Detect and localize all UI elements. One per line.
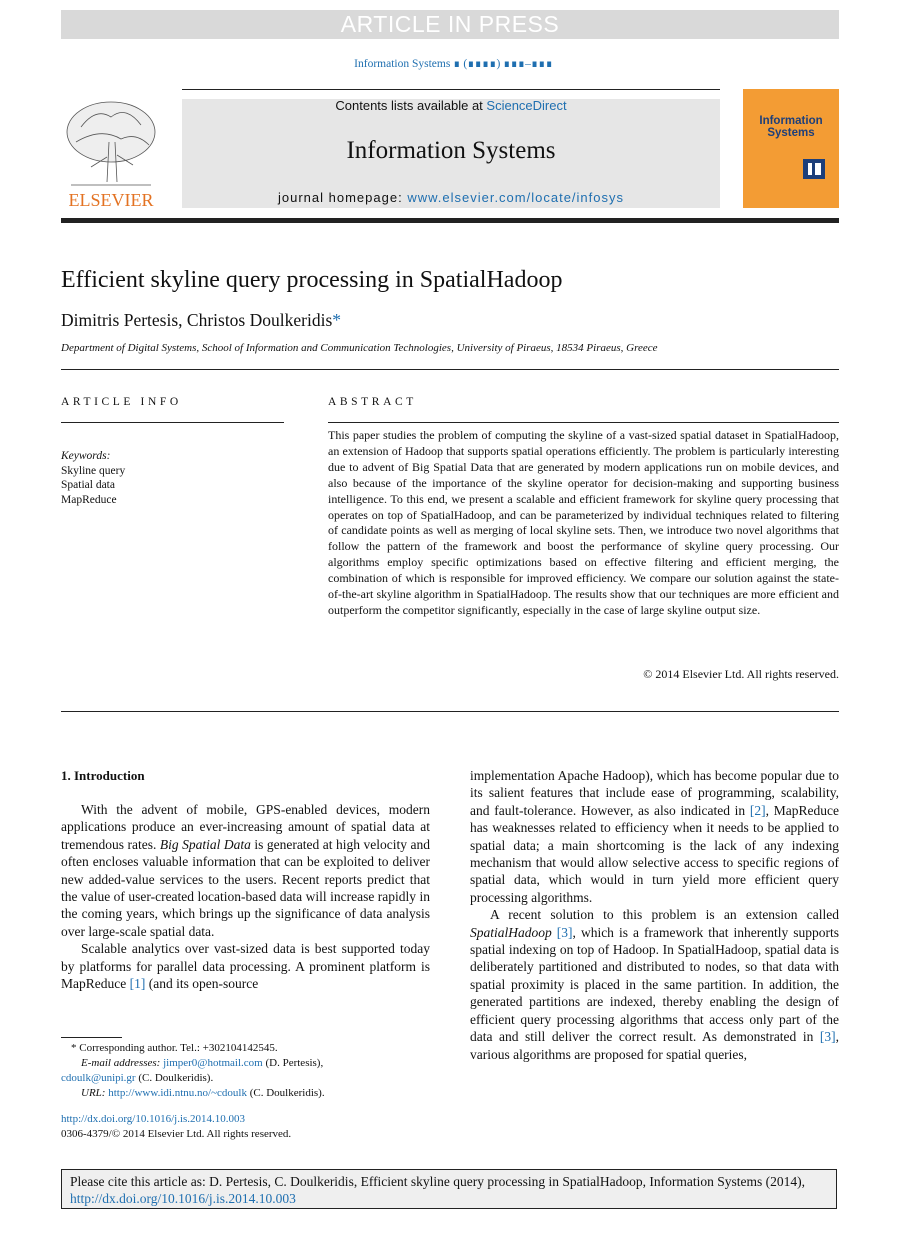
paragraph: A recent solution to this problem is an extension called SpatialHadoop [3], which is a framework that inherently supports spatial indexing on top of Hadoop. In SpatialHadoop, spatial data is deliberately partitioned and distributed to nodes, so that data with spatial proximity is placed in the same partition. In addition, the generated partitions are indexed, thereby enabling the design of efficient query processing algorithms that access only part of the data and still deliver the correct result. As demonstrated in [3], various algorithms are proposed for spatial queries,	[470, 907, 839, 1062]
article-in-press-banner: ARTICLE IN PRESS	[61, 10, 839, 39]
cite-this-article-box: Please cite this article as: D. Pertesis, C. Doulkeridis, Efficient skyline query processing in SpatialHadoop, Information Systems (2014), http://dx.doi.org/10.1016/j.is.2014.10.003	[61, 1169, 837, 1209]
paragraph: With the advent of mobile, GPS-enabled devices, modern applications produce an ever-increasing amount of spatial data at tremendous rates. Big Spatial Data is generated at high velocity and often encloses valuable information that can be exploited to deliver new added-value services to the users. Recent reports predict that the value of user-created location-based data will increase rapidly in the coming years, which brings up the significance of data analysis over large-scale spatial data.	[61, 802, 431, 939]
abstract-copyright: © 2014 Elsevier Ltd. All rights reserved.	[643, 667, 839, 681]
cover-title: Information Systems	[759, 115, 823, 139]
article-title: Efficient skyline query processing in SpatialHadoop	[61, 267, 563, 293]
keyword-item: Skyline query	[61, 464, 126, 477]
email-footnote-cont: cdoulk@unipi.gr (C. Doulkeridis).	[61, 1072, 214, 1084]
masthead-top-rule	[182, 89, 720, 90]
paragraph: implementation Apache Hadoop), which has become popular due to its salient features that include ease of programming, scalability, and fault-tolerance. However, as also indicated in [2], MapReduce has weaknesses related to efficiency when it needs to be applied to spatial data; a main shortcoming is the lack of any indexing mechanism that would allow selective access to specific regions of spatial data, which would in turn yield more efficient query processing algorithms.	[470, 768, 839, 905]
abstract-rule	[328, 422, 839, 423]
email-link[interactable]: jimper0@hotmail.com	[163, 1057, 263, 1069]
section-heading-introduction: 1. Introduction	[61, 768, 145, 783]
keywords-label: Keywords:	[61, 450, 111, 462]
cite-doi-link[interactable]: http://dx.doi.org/10.1016/j.is.2014.10.003	[70, 1191, 296, 1206]
footnotes	[61, 1041, 430, 1101]
keyword-item: Spatial data	[61, 479, 115, 491]
homepage-url-link[interactable]: http://www.idi.ntnu.no/~cdoulk	[108, 1087, 247, 1099]
affiliation-divider	[61, 369, 839, 370]
issn-line: 0306-4379/© 2014 Elsevier Ltd. All rights reserved.	[61, 1127, 292, 1140]
email-link[interactable]: cdoulk@unipi.gr	[61, 1072, 136, 1084]
left-column	[61, 801, 430, 992]
author-list: Dimitris Pertesis, Christos Doulkeridis*	[61, 310, 341, 330]
email-footnote: E-mail addresses: jimper0@hotmail.com (D. Pertesis),	[81, 1057, 324, 1069]
article-info-heading: ARTICLE INFO	[61, 396, 182, 408]
elsevier-logo	[61, 97, 161, 209]
article-info-rule	[61, 422, 284, 423]
citation-link[interactable]: [3]	[556, 924, 573, 940]
journal-citation-line[interactable]: Information Systems ∎ (∎∎∎∎) ∎∎∎–∎∎∎	[354, 58, 553, 70]
homepage-link[interactable]: www.elsevier.com/locate/infosys	[407, 190, 624, 205]
journal-title: Information Systems	[346, 137, 556, 164]
paragraph: Scalable analytics over vast-sized data is best supported today by platforms for parallel data processing. A prominent platform is MapReduce [1] (and its open-source	[61, 941, 430, 992]
corresponding-footnote: * Corresponding author. Tel.: +302104142545.	[71, 1042, 278, 1054]
abstract-heading: ABSTRACT	[328, 396, 417, 408]
doi-link[interactable]: http://dx.doi.org/10.1016/j.is.2014.10.003	[61, 1113, 246, 1125]
corresponding-author-mark[interactable]: *	[332, 310, 341, 330]
abstract-divider	[61, 711, 839, 712]
right-column	[470, 767, 839, 1063]
citation-link[interactable]: [3]	[819, 1029, 836, 1045]
url-footnote: URL: http://www.idi.ntnu.no/~cdoulk (C. Doulkeridis).	[81, 1087, 325, 1099]
journal-cover[interactable]	[743, 89, 839, 208]
elsevier-tree-icon	[61, 97, 161, 209]
publisher-wordmark: ELSEVIER	[68, 190, 154, 209]
keywords-block	[61, 449, 125, 507]
doi-block	[61, 1112, 291, 1141]
affiliation: Department of Digital Systems, School of Information and Communication Technologies, University of Piraeus, 18534 Piraeus, Greece	[61, 342, 658, 354]
footnote-rule	[61, 1037, 122, 1038]
cover-logo-icon	[803, 159, 825, 179]
keyword-item: MapReduce	[61, 493, 117, 506]
sciencedirect-link[interactable]: ScienceDirect	[486, 98, 567, 113]
citation-link[interactable]: [1]	[129, 976, 146, 992]
header-divider	[61, 218, 839, 223]
abstract-text: This paper studies the problem of computing the skyline of a vast-sized spatial dataset in SpatialHadoop, an extension of Hadoop that supports spatial operations efficiently. The problem is particularly interesting due to advent of Big Spatial Data that are generated by modern applications run on mobile devices, and also because of the importance of the skyline operator for decision-making and supporting business intelligence. To this end, we present a scalable and efficient framework for skyline query processing that operates on top of SpatialHadoop, and can be parameterized by individual techniques related to filtering of candidate points as well as merging of local skyline sets. Then, we introduce two novel algorithms that follow the pattern of the framework and boost the performance of skyline query processing. Our algorithms employ specific optimizations based on effective filtering and efficient merging, the combination of which is responsible for improved efficiency. We compare our solution against the state-of-the-art skyline algorithm in SpatialHadoop. The results show that our techniques are more efficient and outperform the competitor significantly, especially in the case of large skyline output size.	[328, 428, 839, 617]
contents-line: Contents lists available at ScienceDirect	[335, 98, 567, 113]
citation-link[interactable]: [2]	[749, 802, 766, 818]
journal-homepage: journal homepage: www.elsevier.com/locate/infosys	[278, 190, 624, 205]
